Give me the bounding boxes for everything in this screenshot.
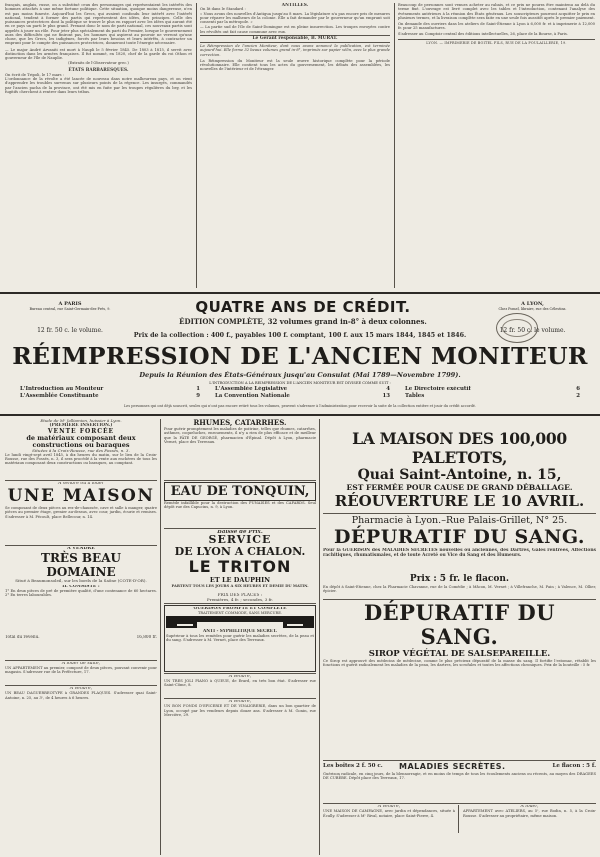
top-divider-2 bbox=[394, 3, 395, 288]
ad-bottom-divider bbox=[458, 805, 459, 833]
ad-maison-body: Se composant de deux pièces au rez-de-chaussée, cave et salle à manger, quatre pièces au premier étage, grenier au-dessus, avec cour, jardin, écurie et remises. S'adresser à M. Pécoult, place Bellecour, n. 14. bbox=[5, 506, 157, 519]
ad-sep-12 bbox=[323, 760, 596, 761]
ad-louer-2-body: APPARTEMENT avec ATELIERS, au 5ᵉ, rue Bodin, n. 5, à la Croix-Rousse. S'adresser au propriétaire, même maison. bbox=[463, 809, 596, 818]
ad-notary: Étude de Mᵉ Jalliamion, huissier à Lyon. bbox=[40, 419, 122, 423]
ad-dep-title-2: DÉPURATIF DU SANG. bbox=[363, 600, 556, 649]
masthead-right-address: Chez Pomel, libraire, rue des Célestins. bbox=[498, 307, 567, 311]
ad-sep-10 bbox=[323, 513, 596, 514]
col2-heading: ANTILLES. bbox=[281, 3, 309, 7]
ad-louer-heading: A louer de suite, bbox=[61, 661, 101, 666]
ad-sep-4 bbox=[5, 685, 157, 686]
masthead-subtitle: Depuis la Réunion des États-Généraux jusqu'au Consulat (Mai 1789—Novembre 1799). bbox=[139, 371, 461, 379]
ad-sep-6 bbox=[164, 528, 316, 529]
col1-note: — Le major André Arvaniti est mort à Naupli le 5 février 1845. De 1803 à 1815, il servit avec distinction dans les armées françaises. Il fut nommé, en 1820, chef de la garde du roi Othon et gouverneur de l'île de Nauplie. bbox=[5, 47, 192, 60]
ad-avendre-3: A vendre, bbox=[69, 687, 93, 691]
toc-label-4: L'Assemblée Constituante bbox=[20, 393, 99, 399]
col2-body1: « Nous avons des nouvelles d'Antigua jusqu'au 8 mars. La législature n'a pas encore pris de mesures pour réparer les malheurs de la colonie. Elle a fait demander par le gouverneur qu'un emprunt soit consenti par la métropole. » bbox=[200, 11, 390, 24]
ad-rhumes-body: Pour guérir promptement les maladies de poitrine, telles que rhumes, catarrhes, asthmes, coqueluches, enrouements, il n'y a rien de plus efficace et de meilleur que la PÂTE DE GEORGÉ, pharmacien d'Épinal. Dépôt à Lyon, pharmacie Vernet, place des Terreaux. bbox=[164, 427, 316, 444]
toc-label-5: La Convention Nationale bbox=[215, 393, 290, 399]
toc-vol-6: 2 bbox=[576, 393, 580, 399]
ad-vente-subtitle: de matériaux composant deux constructions ou baraques bbox=[26, 433, 136, 449]
ad-anti: ANTI - SYPHILITIQUE SECRET. bbox=[202, 629, 278, 634]
ad-bottom-row bbox=[323, 805, 596, 833]
top-divider-1 bbox=[196, 3, 197, 288]
masthead-edition: ÉDITION COMPLÈTE, 32 volumes grand in-8° à deux colonnes. bbox=[179, 317, 427, 326]
ad-bottom-left bbox=[323, 805, 455, 829]
ad-depuratif: DÉPURATIF DU SANG. bbox=[333, 526, 586, 548]
masthead-price-line: Prix de la collection : 400 f., payables 100 f. comptant, 100 f. aux 15 mars 1844, 1845 et 1846. bbox=[133, 332, 467, 339]
col3-body: Beaucoup de personnes sont venues acheter au rabais, et ce prix ne pourra être maintenu au delà du terme fixé. L'ouvrage est livré complet avec les tables et l'introduction, contenant l'analyse des événements antérieurs à la réunion des États généraux. Les souscripteurs pourront acquitter le prix en plusieurs termes, et la livraison complète sera faite en une seule fois aussitôt après le premier paiement. bbox=[398, 3, 595, 20]
ad-domaine-body: 1° En deux pièces de pré de première qualité, d'une contenance de 60 hectares. 2° En terres labourables. bbox=[5, 588, 157, 597]
top-column-3 bbox=[398, 3, 595, 290]
ad-total-value: 16,800 fr. bbox=[136, 634, 157, 639]
ad-daguerre: UN BEAU DAGUERRÉOTYPE à GRANDES PLAQUES. S'adresser quai Saint-Antoine, n. 25, au 3ᵉ, de 4 heures à 6 heures. bbox=[5, 691, 157, 700]
ad-sep-8 bbox=[164, 673, 316, 674]
ad-domaine-location: Situé à Beaumonsoleil, sur les bords de la Saône (CÔTE-D'OR). bbox=[15, 579, 147, 584]
ad-rhumes-title: RHUMES, CATARRHES. bbox=[193, 419, 287, 427]
masthead-note: L'INTRODUCTION A LA RÉIMPRESSION DE L'ANCIEN MONITEUR EST DIVISÉE COMME SUIT : bbox=[209, 381, 391, 385]
ad-sep-3 bbox=[5, 660, 157, 661]
ad-sep-1 bbox=[5, 480, 157, 481]
col2-body2: — La partie sud de l'île de Saint-Domingue est en pleine insurrection. Les troupes envoyées contre les révoltés ont fait cause commune avec eux. bbox=[200, 25, 390, 34]
masthead-big-title: RÉIMPRESSION DE L'ANCIEN MONITEUR bbox=[12, 342, 588, 370]
toc-row-2 bbox=[215, 386, 390, 393]
ad-fermee: EST FERMÉE POUR CAUSE DE GRAND DÉBALLAGE. bbox=[346, 483, 573, 492]
col1-body: L'ordonnance de la révolte a été lancée de nouveau dans notre malheureux pays, et on vient d'apprendre les troubles survenus sur plusieurs points de la régence. Les insurgés, commandés par l'ancien pacha de la province, ont été mis en fuite par les troupes régulières du bey, et les fugitifs cherchent à rentrer dans leurs tribus. bbox=[5, 77, 192, 94]
masthead-rule bbox=[0, 414, 600, 416]
ad-maladies-header bbox=[323, 762, 596, 772]
ad-consiste: IL CONSISTE : bbox=[62, 584, 100, 589]
toc-row-5 bbox=[215, 393, 390, 400]
ad-avendre-2: A VENDRE bbox=[67, 547, 95, 551]
toc-label-2: L'Assemblée Législative bbox=[215, 386, 288, 392]
col2-separator-2 bbox=[200, 42, 390, 43]
ad-dep-body2: En dépôt à Saint-Étienne, chez la Pharmacie Chavanne, rue de la Comédie ; à Mâcon, M. Vernet ; à Villefranche, M. Pain ; à Valence, M. Ollier, épicier. bbox=[323, 585, 596, 594]
col3-separator bbox=[398, 39, 595, 40]
toc-vol-3: 6 bbox=[576, 386, 580, 392]
ad-vendre-6: A vendre, bbox=[377, 805, 401, 809]
ad-triton: LE TRITON bbox=[188, 557, 292, 577]
col3-imprint: LYON. — IMPRIMERIE DE BOITEL FILS, RUE DE LA POULAILLERIE, 19. bbox=[426, 40, 567, 45]
ad-dauphin: ET LE DAUPHIN bbox=[209, 576, 271, 585]
ad-vente-location: Situées à la Croix-Rousse, rue des Fossés, n. 3. bbox=[32, 448, 130, 453]
ads-divider-2 bbox=[319, 419, 320, 855]
ad-pharmacie: Pharmacie à Lyon.–Rue Palais-Grillet, N° 25. bbox=[351, 515, 568, 526]
ad-louer-body: UN APPARTEMENT au premier, composé de deux pièces, pouvant convenir pour magasin. S'adresser rue de la Préfecture, 17. bbox=[5, 666, 157, 675]
ad-rob-logo bbox=[166, 616, 314, 628]
col3-address: S'adresser au Comptoir central des éditions intellectuelles, 26, place de la Bourse, à Paris. bbox=[398, 31, 568, 36]
ad-prix-places: PRIX DES PLACES : bbox=[217, 593, 263, 598]
ad-louer-2: A louer, bbox=[520, 805, 539, 809]
toc-label-3: Le Directoire exécutif bbox=[405, 386, 471, 392]
ad-prix-flacon: Prix : 5 fr. le flacon. bbox=[409, 574, 510, 584]
toc-row-6 bbox=[405, 393, 580, 400]
col1-heading: ÉTATS BARBARESQUES. bbox=[68, 66, 129, 72]
ad-flacon: Le flacon : 5 f. bbox=[552, 763, 596, 769]
toc-vol-4: 9 bbox=[196, 393, 200, 399]
ad-piano: UN TRÈS JOLI PIANO à QUEUE, de Érard, en très bon état. S'adresser rue Saint-Côme, 8. bbox=[164, 679, 316, 688]
ads-mid-column bbox=[164, 419, 316, 855]
ad-domaine-title: TRÈS BEAU DOMAINE bbox=[41, 551, 121, 580]
toc-vol-5: 13 bbox=[382, 393, 390, 399]
masthead-price-right: 12 fr. 50 c. le volume. bbox=[499, 327, 566, 334]
toc-label-6: Tables bbox=[405, 393, 425, 399]
masthead-right-city: A LYON, bbox=[521, 301, 544, 307]
top-column-2 bbox=[200, 3, 390, 290]
ad-anti-body: Supérieur à tous les remèdes pour guérir les maladies secrètes, de la peau et du sang. S'adresser à M. Vernet, place des Terreaux. bbox=[166, 633, 314, 642]
top-section-rule bbox=[0, 292, 600, 294]
ad-sirop: SIROP VÉGÉTAL DE SALSEPAREILLE. bbox=[368, 649, 551, 659]
ad-quai: Quai Saint-Antoine, n. 15, bbox=[357, 467, 562, 483]
ad-sep-13 bbox=[323, 803, 596, 804]
ad-maladies-body: Guérison radicale, en cinq jours, de la blennorragie, et en moins de temps de tous les écoulements anciens ou récents, au moyen des DRAGÉES DE CUBÈBE. Dépôt place des Terreaux, 17. bbox=[323, 772, 596, 781]
ad-premieres: Premières, 4 fr. ; secondes, 3 fr. bbox=[207, 597, 273, 602]
ad-depart-note: PARTENT TOUS LES JOURS A SIX HEURES ET DEMIE DU MATIN. bbox=[171, 584, 309, 589]
ad-dep-body: Pour la GUÉRISON des MALADIES SECRÈTES nouvelles ou anciennes, des Dartres, Gales rentrées, Affections rachitiques, rhumatismales, et de toute Acreté ou Vice du Sang et des Humeurs. bbox=[323, 548, 596, 559]
ad-reouverture: RÉOUVERTURE LE 10 AVRIL. bbox=[334, 492, 585, 510]
ad-guerison: GUÉRISON PROMPTE ET COMPLÈTE bbox=[193, 606, 287, 611]
ad-total-label: Total du revenu. bbox=[5, 634, 40, 639]
ad-maladies: MALADIES SECRÈTES. bbox=[399, 762, 506, 771]
ad-vendre-6-body: UNE MAISON DE CAMPAGNE, avec jardin et dépendances, située à Écully. S'adresser à Mᵉ Rival, notaire, place Saint-Pierre, 4. bbox=[323, 809, 455, 818]
ad-vendre-heading: A vendre ou à louer bbox=[58, 481, 104, 486]
toc-vol-1: 1 bbox=[196, 386, 200, 392]
masthead-left-city: A PARIS bbox=[58, 301, 82, 307]
ad-guerison-box bbox=[164, 605, 316, 672]
ad-bottom-right bbox=[463, 805, 596, 829]
ad-vente-title: VENTE FORCÉE bbox=[47, 427, 115, 435]
col2-body4: La Réimpression du Moniteur est la seule œuvre historique complète pour la période révolutionnaire. Elle contient tous les actes du gouvernement, les débats des assemblées, les nouvelles de l'intérieur et de l'étranger. bbox=[200, 58, 390, 72]
ad-vendre-5: A vendre, bbox=[228, 700, 252, 704]
ad-sep-5 bbox=[164, 480, 316, 481]
ad-vendre-4: A vendre, bbox=[228, 674, 252, 679]
ad-sirop-body: Ce Sirop est approuvé des médecins de médecine, comme le plus précieux dépuratif de la masse du sang. Il fortifie l'estomac, rétablit les fonctions et guérit radicalement les maladies de la peau, les dartres, les scrofules et toutes les affections chroniques. Prix de la bouteille : 5 fr. bbox=[323, 659, 596, 668]
col2-signature: Le Gérant responsable, B. MURAT. bbox=[252, 35, 338, 41]
ad-sep-2 bbox=[5, 545, 157, 546]
top-column-1 bbox=[5, 3, 192, 290]
ad-tonquin-title: EAU DE TONQUIN, bbox=[164, 482, 316, 501]
masthead-title: QUATRE ANS DE CRÉDIT. bbox=[195, 298, 411, 316]
ad-maison-title: UNE MAISON bbox=[7, 486, 155, 506]
toc-row-4 bbox=[20, 393, 200, 400]
ad-sep-9 bbox=[164, 698, 316, 699]
ad-vente-body: Le lundi vingt-sept avril 1845, à dix heures du matin, sur le lieu de la Croix-Rousse, rue des Fossés, n. 3, il sera procédé à la vente aux enchères de tous les matériaux composant deux constructions ou baraques, au comptant. bbox=[5, 452, 157, 466]
col3-order: On demande des ouvriers dans les ateliers de Saint-Étienne à Lyon à 6,000 fr. et à imprimerie à 12,000 fr. pour 25 manufactures. bbox=[398, 22, 595, 31]
ad-tonquin-body: Remède infaillible pour la destruction des PUNAISES et des CAFARDS. Seul dépôt rue des Capucins, n. 9, à Lyon. bbox=[164, 501, 316, 510]
ad-sep-7 bbox=[164, 603, 316, 604]
ads-left-column bbox=[5, 419, 157, 855]
masthead-price-left: 12 fr. 50 c. le volume. bbox=[37, 327, 103, 334]
ads-divider-1 bbox=[160, 419, 161, 855]
ad-guerison-sub: TRAITEMENT COMMODE, SANS MERCURE. bbox=[198, 611, 282, 615]
ad-de-lyon: DE LYON A CHALON. bbox=[174, 545, 306, 559]
masthead-left-address: Bureau central, rue Saint-Germain-des-Prés, 9. bbox=[29, 307, 111, 311]
masthead-toc bbox=[20, 386, 580, 406]
masthead-footer: Les personnes qui ont déjà souscrit, seules qui n'ont pas encore retiré tous les volumes, peuvent s'adresser à l'administration pour recevoir la suite de la collection entière et jouir du crédit accordé. bbox=[123, 404, 476, 408]
toc-vol-2: 4 bbox=[386, 386, 390, 392]
ads-right-column bbox=[323, 419, 596, 855]
col2-body3: La Réimpression de l'ancien Moniteur, dont nous avons annoncé la publication, est terminée aujourd'hui. Elle forme 32 beaux volumes grand in-8°, imprimés sur papier vélin, avec la plus grande correction. bbox=[200, 44, 390, 57]
col1-source: (Extraits de l'Observateur grec.) bbox=[68, 61, 129, 66]
ad-bateau: UN BON FONDS D'ÉPICERIE ET DE VINAIGRERIE, dans un bon quartier de Lyon, occupé par les vendeurs depuis douze ans. S'adresser à M. Gonin, rue Mercière, 29. bbox=[164, 704, 316, 717]
toc-row-3 bbox=[405, 386, 580, 393]
ad-boites: Les boîtes 2 f. 50 c. bbox=[323, 763, 383, 769]
ad-insertion: (PREMIÈRE INSERTION.) bbox=[49, 423, 113, 428]
col1-dateline: On écrit de Tripoli, le 17 mars : bbox=[5, 72, 64, 77]
ad-paletots: LA MAISON DES 100,000 PALETOTS, bbox=[352, 429, 567, 467]
toc-row-1 bbox=[20, 386, 200, 393]
toc-label-1: L'Introduction au Moniteur bbox=[20, 386, 104, 392]
ad-baisse: Baisse de Prix. bbox=[217, 530, 263, 535]
ad-service: SERVICE bbox=[208, 533, 272, 547]
masthead-left bbox=[5, 301, 135, 323]
col2-dateline: On lit dans le Standard : bbox=[200, 7, 246, 12]
col1-lead: français, anglais, russe, on a substitué ceux des personnages qui représentaient les intérêts des hommes attachés à une même fortune politique. Cette situation, quoique moins dangereuse, n'en est pas moins funeste. Aujourd'hui les Grecs, qui avaient confondu leur intérêt avec l'intérêt national, tendent à former des partis qui représentent des idées, des principes. Celle des puissances protectrices dont la politique se trouve le plus en rapport avec les idées qui auront été en ce pays un parti le plus grand. Prenant donc le nom de parti national, ces nouveaux partis sont appelés à jouer un rôle. Pour jeter plus spécialement du parti du Premier, lorsque le gouvernement aura des difficultés qui ne finiront pas, les hommes qui aspirent au pouvoir ne verront qu'une chose, que les Grecs, les indigènes, forcés par leurs besoins et leurs intérêts, à contracter un emprunt pour le compte des puissances protectrices, donneront toute l'énergie nécessaire. bbox=[5, 3, 192, 46]
